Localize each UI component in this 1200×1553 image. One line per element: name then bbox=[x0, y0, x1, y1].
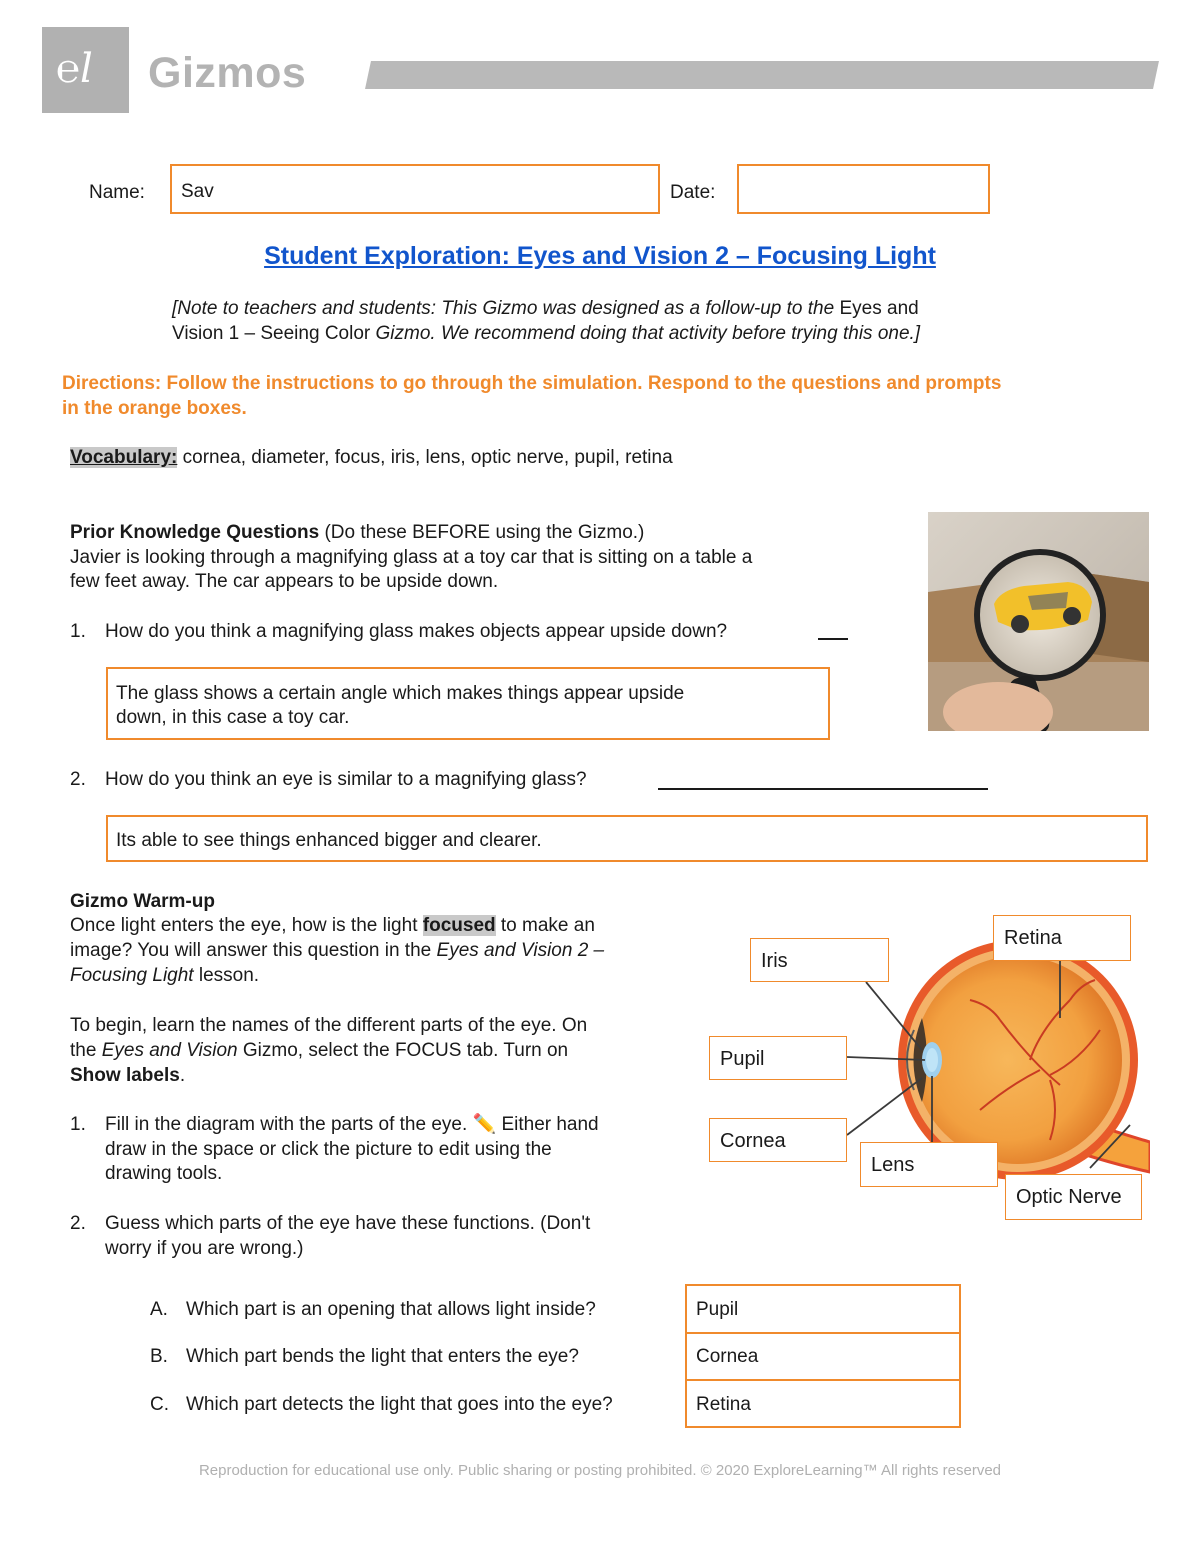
warmup-p1-line2 bbox=[70, 939, 604, 964]
q2-answer: Its able to see things enhanced bigger and clearer. bbox=[116, 830, 542, 851]
date-label: Date: bbox=[670, 182, 716, 203]
function-b-question: Which part bends the light that enters the eye? bbox=[186, 1346, 579, 1367]
q2-blank-line bbox=[658, 788, 988, 790]
warmup-p1-line3-italic: Focusing Light bbox=[70, 965, 194, 986]
function-c-letter: C. bbox=[150, 1394, 169, 1415]
vocabulary bbox=[70, 446, 673, 471]
q1-text: How do you think a magnifying glass makes objects appear upside down? bbox=[105, 621, 728, 642]
warmup-p2-line2-italic: Eyes and Vision bbox=[101, 1040, 238, 1061]
step2-line2: worry if you are wrong.) bbox=[105, 1238, 304, 1259]
page-title[interactable]: Student Exploration: Eyes and Vision 2 – Focusing Light bbox=[264, 242, 936, 270]
warmup-p1-b: to make an bbox=[500, 915, 595, 936]
label-cornea[interactable] bbox=[709, 1118, 847, 1162]
warmup-p2-line3 bbox=[70, 1064, 185, 1089]
function-b-letter: B. bbox=[150, 1346, 168, 1367]
prior-intro-line2: few feet away. The car appears to be upside down. bbox=[70, 571, 499, 592]
directions-line1: Directions: Follow the instructions to go through the simulation. Respond to the questions and prompts bbox=[62, 373, 1002, 394]
note-line1-plain: Eyes and bbox=[839, 298, 919, 319]
label-optic-nerve[interactable] bbox=[1005, 1174, 1142, 1220]
header-bar bbox=[365, 61, 1159, 89]
label-optic-nerve-text: Optic Nerve bbox=[1016, 1186, 1122, 1208]
q1-answer-line2: down, in this case a toy car. bbox=[116, 707, 350, 728]
warmup-p2-line2-b: Gizmo, select the FOCUS tab. Turn on bbox=[242, 1040, 569, 1061]
q1-number: 1. bbox=[70, 621, 86, 642]
label-pupil[interactable] bbox=[709, 1036, 847, 1080]
label-pupil-text: Pupil bbox=[720, 1048, 765, 1070]
note-line2-plain: Vision 1 – Seeing Color bbox=[172, 323, 371, 344]
note-line2-italic: Gizmo. We recommend doing that activity before trying this one.] bbox=[375, 323, 921, 344]
footer-copyright: Reproduction for educational use only. Public sharing or posting prohibited. © 2020 ExploreLearning™ All rights reserved bbox=[198, 1462, 1002, 1479]
warmup-p1-line2-a: image? You will answer this question in the bbox=[70, 940, 432, 961]
q2-number: 2. bbox=[70, 769, 86, 790]
step1-number: 1. bbox=[70, 1114, 86, 1135]
label-iris[interactable] bbox=[750, 938, 889, 982]
label-lens-text: Lens bbox=[871, 1154, 915, 1176]
warmup-p2-line2-a: the bbox=[70, 1040, 97, 1061]
function-a-letter: A. bbox=[150, 1299, 168, 1320]
magnifying-glass-photo bbox=[928, 512, 1149, 731]
note-line1-italic: [Note to teachers and students: This Gizmo was designed as a follow-up to the bbox=[172, 298, 835, 319]
prior-heading bbox=[70, 521, 644, 546]
step2-number: 2. bbox=[70, 1213, 86, 1234]
prior-heading-note: (Do these BEFORE using the Gizmo.) bbox=[324, 522, 645, 543]
warmup-p1-line3 bbox=[70, 964, 259, 989]
step1-line3: drawing tools. bbox=[105, 1163, 223, 1184]
function-c-question: Which part detects the light that goes into the eye? bbox=[186, 1394, 613, 1415]
label-iris-text: Iris bbox=[761, 950, 788, 972]
label-retina[interactable] bbox=[993, 915, 1131, 961]
logo-mark bbox=[42, 27, 129, 113]
warmup-p2-line1: To begin, learn the names of the different parts of the eye. On bbox=[70, 1015, 588, 1036]
prior-heading-title: Prior Knowledge Questions bbox=[70, 522, 320, 543]
date-field[interactable] bbox=[737, 164, 990, 214]
answer-box-q1[interactable] bbox=[106, 667, 830, 740]
prior-intro-line1: Javier is looking through a magnifying glass at a toy car that is sitting on a table a bbox=[70, 547, 753, 568]
q2-text: How do you think an eye is similar to a magnifying glass? bbox=[105, 769, 587, 790]
name-field[interactable] bbox=[170, 164, 660, 214]
directions-line2: in the orange boxes. bbox=[62, 398, 247, 419]
warmup-heading: Gizmo Warm-up bbox=[70, 891, 215, 912]
function-a-question: Which part is an opening that allows light inside? bbox=[186, 1299, 596, 1320]
step1-line2: draw in the space or click the picture to edit using the bbox=[105, 1139, 552, 1160]
table-divider bbox=[687, 1379, 959, 1381]
table-divider bbox=[687, 1332, 959, 1334]
label-cornea-text: Cornea bbox=[720, 1130, 786, 1152]
name-value: Sav bbox=[181, 181, 214, 202]
teacher-note-line1 bbox=[172, 297, 1072, 322]
functions-answer-table bbox=[685, 1284, 961, 1428]
eye-diagram[interactable] bbox=[700, 910, 1150, 1230]
name-label: Name: bbox=[89, 182, 145, 203]
answer-cornea[interactable]: Cornea bbox=[696, 1346, 759, 1367]
warmup-p2-line3-end: . bbox=[179, 1065, 186, 1086]
logo-glyph: ℮l bbox=[56, 46, 93, 92]
answer-box-q2[interactable] bbox=[106, 815, 1148, 862]
show-labels: Show labels bbox=[70, 1065, 180, 1086]
vocabulary-label: Vocabulary: bbox=[70, 447, 178, 468]
label-lens[interactable] bbox=[860, 1142, 998, 1187]
step1-line1: Fill in the diagram with the parts of the eye. ✏️ Either hand bbox=[105, 1114, 599, 1135]
step2-line1: Guess which parts of the eye have these functions. (Don't bbox=[105, 1213, 591, 1234]
label-retina-text: Retina bbox=[1004, 927, 1062, 949]
q1-blank-line bbox=[818, 638, 848, 640]
warmup-p1-line2-italic: Eyes and Vision 2 – bbox=[436, 940, 605, 961]
answer-retina[interactable]: Retina bbox=[696, 1394, 751, 1415]
vocabulary-words: cornea, diameter, focus, iris, lens, optic nerve, pupil, retina bbox=[182, 447, 673, 468]
warmup-p1-a: Once light enters the eye, how is the light bbox=[70, 915, 418, 936]
warmup-p2-line2 bbox=[70, 1039, 568, 1064]
warmup-p1-line3-b: lesson. bbox=[198, 965, 260, 986]
warmup-p1-line1 bbox=[70, 914, 595, 939]
warmup-focused: focused bbox=[422, 915, 496, 936]
brand-name: Gizmos bbox=[148, 49, 307, 97]
teacher-note-line2 bbox=[172, 322, 1072, 347]
answer-pupil[interactable]: Pupil bbox=[696, 1299, 739, 1320]
magnifying-glass-illustration bbox=[928, 512, 1149, 731]
q1-answer-line1: The glass shows a certain angle which makes things appear upside bbox=[116, 683, 685, 704]
